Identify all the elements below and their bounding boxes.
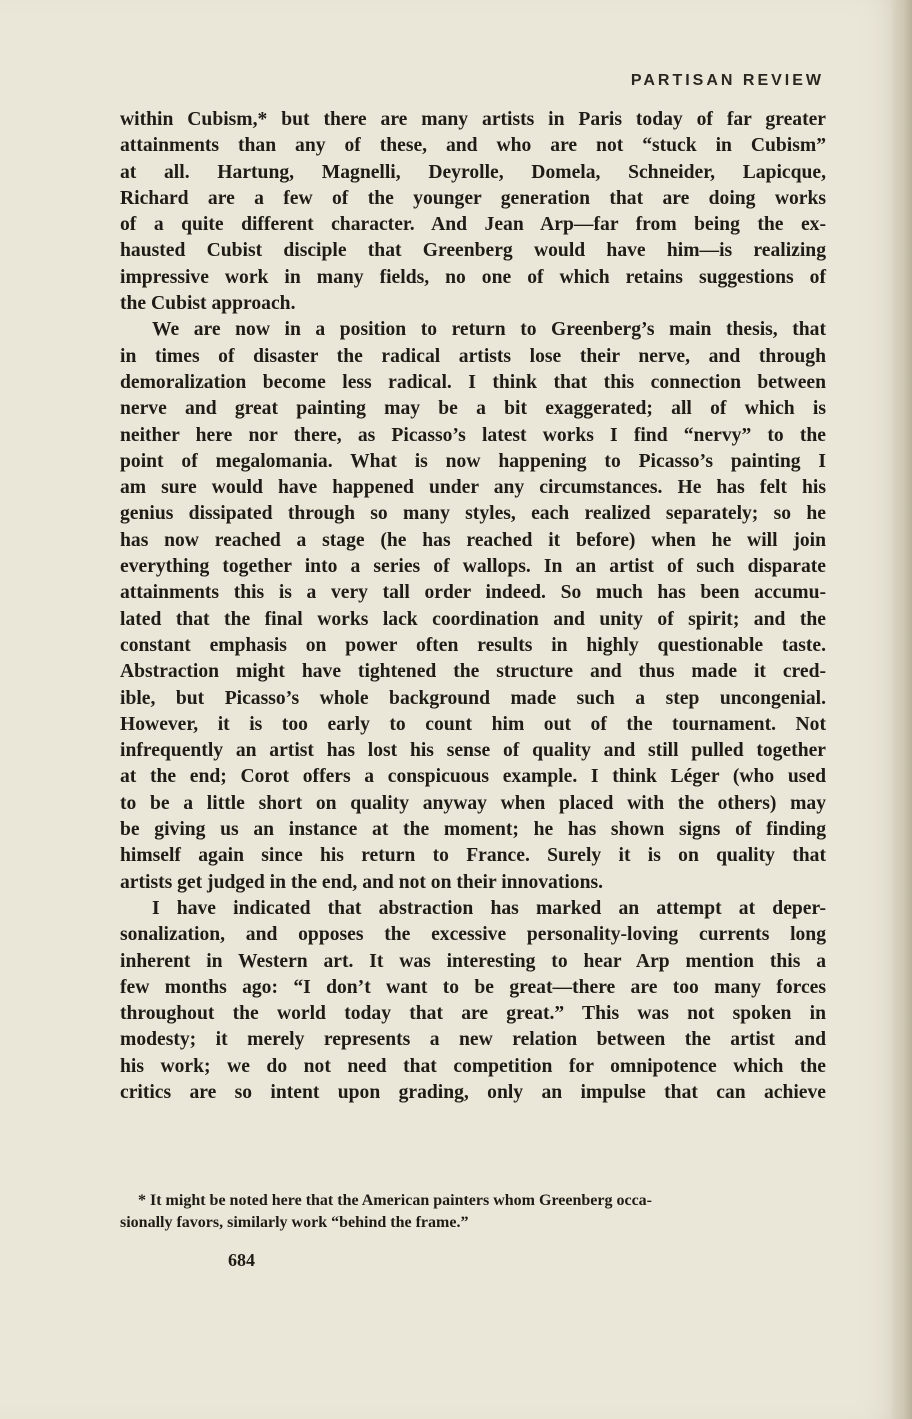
text-line: the Cubist approach. (120, 293, 296, 315)
text-line: am sure would have happened under any circumstances. He has felt his (120, 477, 826, 499)
text-line: sonalization, and opposes the excessive personality-loving currents long (120, 924, 826, 946)
text-line: ible, but Picasso’s whole background made such a step uncongenial. (120, 687, 826, 709)
text-line: We are now in a position to return to Greenberg’s main thesis, that (152, 319, 826, 341)
text-line: at all. Hartung, Magnelli, Deyrolle, Domela, Schneider, Lapicque, (120, 161, 826, 183)
running-head: PARTISAN REVIEW (630, 72, 824, 89)
footnote (120, 1190, 826, 1234)
text-line: be giving us an instance at the moment; he has shown signs of finding (120, 819, 826, 841)
text-line: critics are so intent upon grading, only an impulse that can achieve (120, 1081, 826, 1103)
paragraph (120, 896, 826, 1106)
text-line: everything together into a series of wallops. In an artist of such disparate (120, 556, 826, 578)
text-line: few months ago: “I don’t want to be great—there are too many forces (120, 976, 826, 998)
text-line: lated that the final works lack coordination and unity of spirit; and the (120, 608, 826, 630)
text-line: at the end; Corot offers a conspicuous example. I think Léger (who used (120, 766, 826, 788)
text-line: within Cubism,* but there are many artists in Paris today of far greater (120, 109, 826, 130)
text-line: point of megalomania. What is now happening to Picasso’s painting I (120, 450, 826, 472)
text-line: throughout the world today that are great.” This was not spoken in (120, 1003, 826, 1025)
text-line: neither here nor there, as Picasso’s latest works I find “nervy” to the (120, 424, 826, 446)
text-line: demoralization become less radical. I think that this connection between (120, 371, 826, 393)
text-line: Abstraction might have tightened the structure and thus made it cred- (120, 661, 826, 683)
text-line: attainments this is a very tall order indeed. So much has been accumu- (120, 582, 826, 604)
text-line: genius dissipated through so many styles, each realized separately; so he (120, 503, 826, 525)
text-line: inherent in Western art. It was interesting to hear Arp mention this a (120, 950, 826, 972)
text-line: his work; we do not need that competition for omnipotence which the (120, 1055, 826, 1077)
text-line: modesty; it merely represents a new relation between the artist and (120, 1029, 826, 1051)
page-number: 684 (228, 1250, 255, 1270)
text-line: attainments than any of these, and who are not “stuck in Cubism” (120, 135, 826, 157)
text-line: artists get judged in the end, and not on their innovations. (120, 871, 604, 893)
text-line: impressive work in many fields, no one of which retains suggestions of (120, 266, 826, 288)
text-line: I have indicated that abstraction has marked an attempt at deper- (152, 897, 826, 919)
text-line: of a quite different character. And Jean Arp—far from being the ex- (120, 214, 826, 236)
text-line: has now reached a stage (he has reached it before) when he will join (120, 529, 826, 551)
text-line: nerve and great painting may be a bit exaggerated; all of which is (120, 398, 826, 420)
text-line: infrequently an artist has lost his sense of quality and still pulled together (120, 740, 826, 762)
paragraph (120, 317, 826, 896)
text-line: constant emphasis on power often results in highly questionable taste. (120, 634, 826, 656)
text-line: himself again since his return to France. Surely it is on quality that (120, 845, 826, 867)
text-line: Richard are a few of the younger generation that are doing works (120, 187, 826, 209)
text-line: However, it is too early to count him out of the tournament. Not (120, 713, 826, 735)
paragraph (120, 107, 826, 317)
text-line: in times of disaster the radical artists lose their nerve, and through (120, 345, 826, 367)
text-line: hausted Cubist disciple that Greenberg would have him—is realizing (120, 240, 826, 262)
text-line: to be a little short on quality anyway when placed with the others) may (120, 792, 826, 814)
footnote-line: sionally favors, similarly work “behind the frame.” (120, 1214, 469, 1231)
body-text (120, 107, 826, 1106)
page-edge-shadow (890, 0, 912, 1419)
footnote-line: * It might be noted here that the American painters whom Greenberg occa- (138, 1192, 652, 1209)
